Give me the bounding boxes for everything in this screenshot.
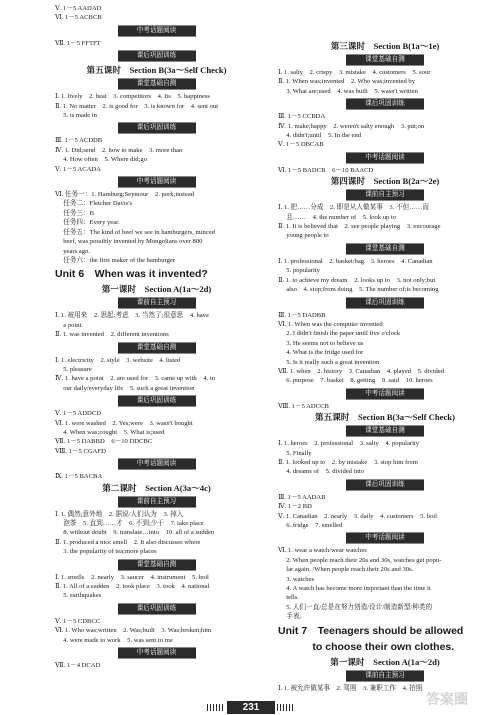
answer-line: Ⅰ. 1. electricity 2. style 3. website 4. listed xyxy=(55,356,181,364)
answer-line: Ⅰ. 1. lively 2. beat 3. competitors 4. Its 5. happiness xyxy=(55,93,210,101)
answer-line: Ⅲ. 1－5 AADAB xyxy=(278,493,326,501)
answer-line: 且…… 4. the number of 5. look up to xyxy=(278,213,397,221)
answer-line: Ⅰ. 1. 把……分成 2. 即是从人做某事 3. 不但……而 xyxy=(278,204,429,212)
answer-line: Ⅶ. 1. when 2. history 3. Canadian 4. played 5. divided xyxy=(278,367,445,375)
answer-line: Ⅵ. 1. Who was;written 2. Was;built 3. Was;broken;him xyxy=(55,627,212,635)
answer-line: 任务五：The kind of beef we see in hamburgers, minced xyxy=(55,228,215,236)
answer-line: 5. is made in xyxy=(55,112,97,120)
section-banner: 课后巩固训练 xyxy=(346,98,424,110)
section-banner: 课后巩固训练 xyxy=(118,50,196,62)
lesson-heading: 第四课时 Section B(2a～2e) xyxy=(330,176,440,187)
unit-title: Unit 7 Teenagers should be allowed xyxy=(278,624,464,637)
answer-line: 3. watches xyxy=(278,575,315,583)
answer-line: 任务二：Fletcher Davis's xyxy=(55,200,133,208)
answer-line: 6. purpose 7. basket 8. getting 9. said 10. heroes xyxy=(278,377,433,385)
answer-line: Ⅷ. 1－5 ADCCB xyxy=(278,402,329,410)
answer-line: 6. fridge 7. smelled xyxy=(278,522,343,529)
section-banner: 课后巩固训练 xyxy=(346,297,424,309)
answer-line: Ⅴ. 1. Canadian 2. nearly 3. daily 4. customers 5. boil xyxy=(278,512,437,520)
section-banner: 课堂基础自测 xyxy=(346,243,424,255)
section-banner: 课堂基础自测 xyxy=(118,342,196,354)
answer-line: Ⅰ. 1. professional 2. basket/bag 3. heroes 4. Canadian xyxy=(278,257,433,265)
answer-line: years ago. xyxy=(55,247,90,255)
answer-line: Ⅱ. 1. All of a sudden 2. took place 3. took 4. national xyxy=(55,583,210,591)
lesson-heading: 第五课时 Section B(3a～Self Check) xyxy=(315,412,455,423)
section-banner: 课后巩固训练 xyxy=(118,603,196,615)
answer-line: 3. the popularity of tea;more places xyxy=(55,548,157,556)
section-banner: 课堂基础自测 xyxy=(346,54,424,66)
answer-line: Ⅲ. 1－5 DADBB xyxy=(278,311,326,319)
answer-line: Ⅱ. 1. It is believed that 2. see people playing 3. encourage xyxy=(278,223,441,231)
answer-line: Ⅵ. 1. When was the computer invented xyxy=(278,320,383,328)
section-banner: 课后巩固训练 xyxy=(118,395,196,407)
section-banner: 课前自主预习 xyxy=(346,670,424,682)
answer-line: 泡茶 5. 直到……才 6. 不到;少于 7. take place xyxy=(55,520,204,527)
answer-line: Ⅴ. 1－5 DBCAB xyxy=(278,141,324,149)
lesson-heading: 第一课时 Section A(1a～2d) xyxy=(330,656,440,667)
answer-line: Ⅰ. 1. 被用来 2. 思起;考虑 3. 当然了;很意思 4. have xyxy=(55,312,209,320)
answer-line: 4. How often 5. Where did;go xyxy=(55,156,147,164)
answer-line: Ⅶ. 1－4 DCAD xyxy=(55,662,101,670)
answer-line: 任务三：B xyxy=(55,209,95,217)
answer-line: our daily/everyday life 5. such a great invention xyxy=(55,384,195,392)
answer-line: Ⅳ. 1. make;happy 2. weren't salty enough 3. put;on xyxy=(278,122,425,130)
answer-line: Ⅱ. 1. to achieve my dream 2. looks up to 3. not only;but xyxy=(278,276,436,284)
answer-line: Ⅰ. 1. 偶然;意外地 2. 据说/人们认为 3. 掉入 xyxy=(55,510,184,518)
section-banner: 课堂基础自测 xyxy=(118,78,196,90)
answer-line: Ⅷ. 1－5 CGAFD xyxy=(55,447,106,455)
answer-line: 4. didn't;until 5. In the end xyxy=(278,132,362,140)
answer-line: Ⅰ. 1. salty 2. crispy 3. mistake 4. customers 5. sour xyxy=(278,69,431,76)
answer-line: Ⅱ. 1. When was;invented 2. Who was;invented by xyxy=(278,78,416,86)
lesson-heading: 第五课时 Section B(3a～Self Check) xyxy=(86,65,227,76)
answer-line: 5. popularity xyxy=(278,267,320,275)
answer-line: Ⅱ. 1. No matter 2. is good for 3. is known for 4. sent out xyxy=(55,102,219,110)
left-column xyxy=(55,4,258,670)
answer-line: Ⅳ. 1. have a point 2. are used for 3. came up with 4. in xyxy=(55,375,216,383)
answer-line: 5. 人们一直/总是在努力创造/设计/制造新型/种类的 xyxy=(278,603,433,611)
section-banner: 中考话题阅读 xyxy=(118,458,196,470)
answer-line: 2. When people reach their 20s and 30s, watches get popu- xyxy=(278,556,442,564)
section-banner: 中考话题阅读 xyxy=(118,176,196,188)
answer-line: 4. dreams of 5. divided into xyxy=(278,468,364,476)
section-banner: 课后巩固训练 xyxy=(118,122,196,134)
answer-line: young people to xyxy=(278,232,329,240)
answer-line: a point xyxy=(55,321,82,329)
answer-line: 任务六：the first maker of the hamburger xyxy=(55,256,176,264)
answer-line: Ⅲ. 1－5 ACDDB xyxy=(55,137,103,145)
section-banner: 课堂基础自测 xyxy=(118,559,196,571)
answer-line: Ⅸ. 1－5 BACBA xyxy=(55,473,103,481)
answer-line: Ⅴ. 1－5 ACADA xyxy=(55,165,101,173)
section-banner: 中考话题阅读 xyxy=(346,532,424,544)
section-banner: 中考话题阅读 xyxy=(346,152,424,164)
answer-line: 8. without doubt 9. translate…into 10. all of a sudden xyxy=(55,529,215,537)
answer-line: Ⅴ. 1－5 AADAD xyxy=(55,5,102,12)
section-banner: 中考话题阅读 xyxy=(118,647,196,659)
answer-line: Ⅱ. 1. produced a nice smell 2. It also discusses where xyxy=(55,538,201,546)
answer-line: 2. I didn't finish the paper until five o'clock xyxy=(278,330,401,338)
answer-line: Ⅴ. 1－5 CDBCC xyxy=(55,617,101,625)
answer-line: Ⅰ. 1. smells 2. nearly 3. saucer 4. instrument 5. boil xyxy=(55,573,209,581)
answer-line: Ⅵ. 任务一：1. Hamburg;Seymour 2. pork;instead xyxy=(55,191,195,199)
lesson-heading: 第一课时 Section A(1a～2d) xyxy=(101,284,212,295)
answer-line: 任务四：Every year. xyxy=(55,219,120,227)
answer-line: Ⅶ. 1－5 DABBD 6－10 DDCBC xyxy=(55,438,153,446)
answer-line: Ⅰ. 1. heroes 2. professional 3. salty 4. popularity xyxy=(278,440,420,448)
page-number: 231 xyxy=(227,701,275,714)
answer-line: 4. A watch has become more important than the time it xyxy=(278,585,431,593)
answer-line: Ⅵ. 1－5 ACBCB xyxy=(55,14,102,22)
answer-line: Ⅳ. 1－2 BD xyxy=(278,503,312,511)
answer-line: beef, was possibly invented by Mongolians over 800 xyxy=(55,238,203,246)
section-banner: 中考话题阅读 xyxy=(346,388,424,400)
section-banner: 课前自主预习 xyxy=(118,297,196,309)
unit-title: to choose their own clothes. xyxy=(278,640,455,653)
section-banner: 中考话题阅读 xyxy=(118,25,196,37)
watermark-logo: 答案圈 xyxy=(426,691,468,707)
answer-line: 4. When was;cought 5. What is;used xyxy=(55,428,165,436)
section-banner: 课前自主预习 xyxy=(346,189,424,201)
section-banner: 课堂基础自测 xyxy=(346,425,424,437)
answer-line: 3. He seems not to believe us xyxy=(278,339,364,347)
answer-line: 手表。 xyxy=(278,613,307,621)
answer-line: Ⅱ. 1. looked up to 2. by mistake 3. stop him from xyxy=(278,458,418,466)
section-banner: 课前自主预习 xyxy=(118,496,196,508)
answer-line: Ⅳ. 1. Did;send 2. how to make 3. more than xyxy=(55,146,183,154)
answer-line: also 4. stop;from doing 5. The number of;is becoming xyxy=(278,286,439,294)
lesson-heading: 第三课时 Section B(1a～1e) xyxy=(330,41,440,51)
answer-line: Ⅱ. 1. was invented 2. different inventions xyxy=(55,331,169,339)
answer-line: lar again. /When people reach their 20s and 30s. xyxy=(278,566,414,574)
answer-line: Ⅶ. 1－5 FFTFT xyxy=(55,39,101,47)
answer-line: 5. Finally xyxy=(278,449,312,457)
answer-line: Ⅲ. 1－5 CCBDA xyxy=(278,113,326,121)
lesson-heading: 第二课时 Section A(3a～4c) xyxy=(102,482,211,493)
answer-line: Ⅰ. 1. 被允许做某事 2. 驾照 3. 兼职工作 4. 拍照 xyxy=(278,684,423,692)
unit-title: Unit 6 When was it invented? xyxy=(55,268,208,281)
answer-line: 5. earthquakes xyxy=(55,592,102,600)
right-column xyxy=(278,40,492,693)
answer-line: Ⅴ. 1－5 ADDCD xyxy=(55,410,101,418)
section-banner: 课后巩固训练 xyxy=(346,479,424,491)
answer-line: Ⅵ. 1－5 BADCB 6－10 BAACD xyxy=(278,166,374,174)
answer-line: 3. What are;used 4. was built 5. wasn't written xyxy=(278,87,418,95)
answer-line: 4. were made to work 5. was sent to me xyxy=(55,636,173,644)
answer-line: 5. Is it really such a great invention xyxy=(278,358,380,366)
answer-line: Ⅵ. 1. wear a watch/wear watches xyxy=(278,547,367,555)
answer-line: 4. What is the fridge used for xyxy=(278,349,364,357)
answer-line: 5. pleasure xyxy=(55,365,92,373)
answer-line: tells. xyxy=(278,594,299,602)
answer-line: Ⅵ. 1. were washed 2. Yes;were 3. wasn't bought xyxy=(55,419,193,427)
